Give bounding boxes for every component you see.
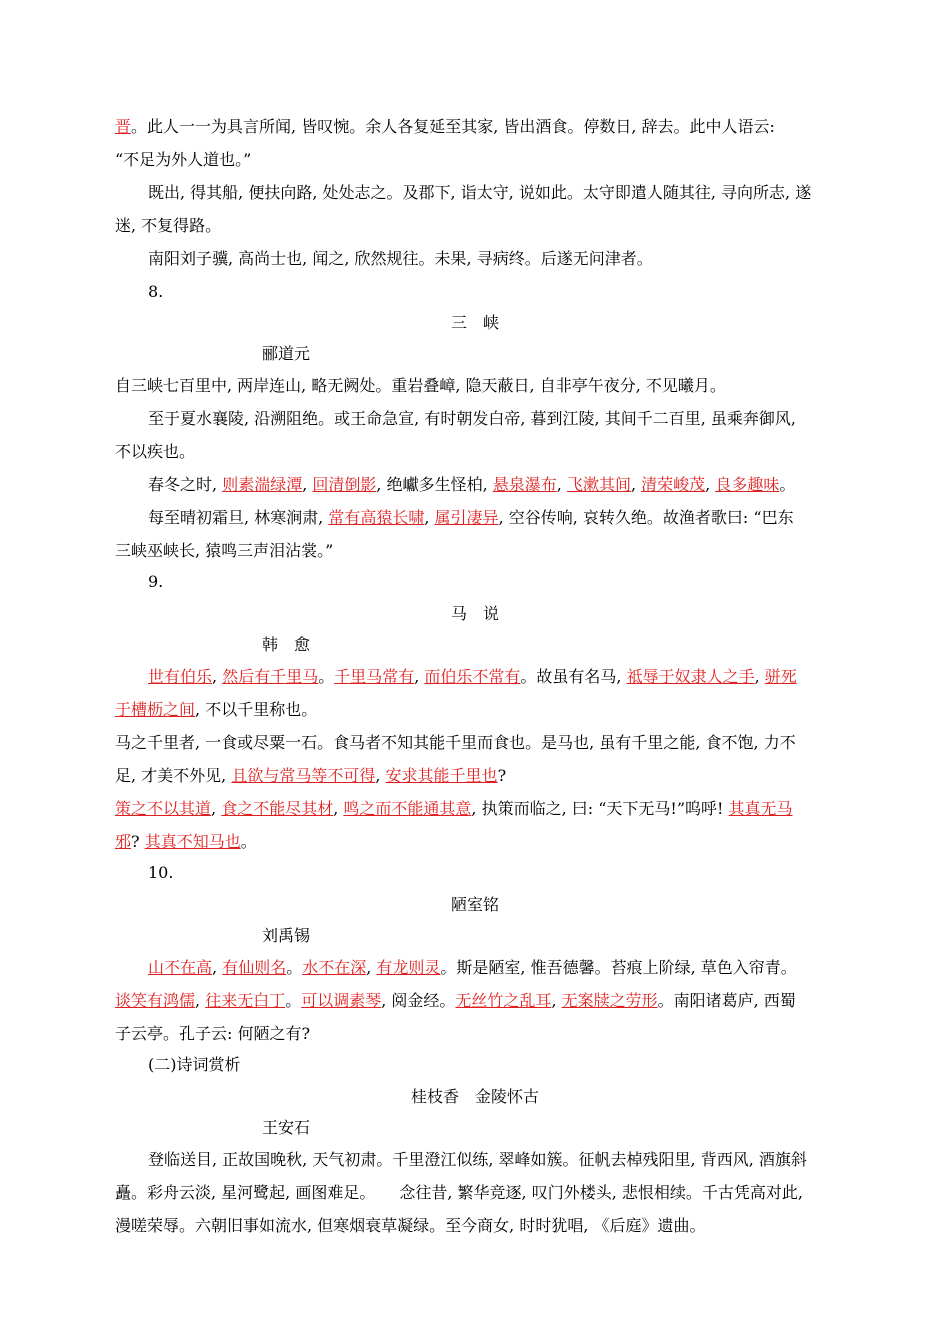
text-segment: 自三峡七百里中, 两岸连山, 略无阙处。重岩叠嶂, 隐天蔽日, 自非亭午夜分, 不见曦月。 — [115, 376, 726, 395]
highlighted-phrase: 鸣之而不能通其意 — [343, 799, 472, 818]
highlighted-phrase: 邪 — [115, 832, 132, 851]
text-line-l19 — [115, 698, 835, 722]
text-segment: 足, 才美不外见, — [115, 766, 232, 785]
highlighted-phrase: 谈笑有鸿儒 — [115, 991, 196, 1010]
highlighted-phrase: 飞漱其间 — [566, 475, 631, 494]
text-segment: 迷, 不复得路。 — [115, 216, 222, 235]
highlighted-phrase: 常有高猿长啸 — [328, 508, 425, 527]
highlighted-phrase: 其真无马 — [728, 799, 793, 818]
text-line-l08 — [262, 342, 950, 366]
text-line-l16 — [0, 602, 950, 626]
highlighted-phrase: 回清倒影 — [312, 475, 377, 494]
text-segment: “不足为外人道也。” — [115, 150, 252, 169]
highlighted-phrase: 于槽枥之间 — [115, 700, 196, 719]
highlighted-phrase: 策之不以其道 — [115, 799, 212, 818]
text-segment: , 绝巘多生怪柏, — [376, 475, 493, 494]
text-segment: ? — [497, 766, 507, 785]
text-line-l07 — [0, 311, 950, 335]
highlighted-phrase: 良多趣味 — [715, 475, 780, 494]
text-line-l13 — [148, 506, 868, 530]
highlighted-phrase: 有仙则名 — [222, 958, 287, 977]
highlighted-phrase: 清荣峻茂 — [641, 475, 706, 494]
highlighted-phrase: 安求其能千里也 — [385, 766, 498, 785]
text-line-l33 — [148, 1148, 868, 1172]
text-segment: , 执策而临之, 曰: “天下无马!”呜呼! — [471, 799, 729, 818]
text-segment: 既出, 得其船, 便扶向路, 处处志之。及郡下, 诣太守, 说如此。太守即遣人随其往, 寻向所志, 遂 — [148, 183, 812, 202]
text-line-l21 — [115, 764, 835, 788]
text-segment: 矗。彩舟云淡, 星河鹭起, 画图难足。 念往昔, 繁华竞逐, 叹门外楼头, 悲恨相续。千古凭高对此, — [115, 1183, 803, 1202]
text-segment: 三峡巫峡长, 猿鸣三声泪沾裳。” — [115, 541, 334, 560]
text-segment: 陋室铭 — [450, 895, 499, 914]
text-segment: 韩 愈 — [262, 635, 311, 654]
text-line-l30 — [148, 1053, 868, 1077]
highlighted-phrase: 世有伯乐 — [148, 667, 213, 686]
highlighted-phrase: 无丝竹之乱耳 — [455, 991, 552, 1010]
text-segment: , — [414, 667, 425, 686]
text-segment: , — [754, 667, 765, 686]
text-line-l22 — [115, 797, 835, 821]
text-segment: , — [211, 799, 222, 818]
text-segment: 9. — [148, 572, 164, 591]
text-segment: , — [195, 991, 206, 1010]
text-segment: 。斯是陋室, 惟吾德馨。苔痕上阶绿, 草色入帘青。 — [440, 958, 797, 977]
text-segment: , — [302, 475, 313, 494]
text-line-l04 — [115, 214, 835, 238]
text-line-l06 — [148, 280, 868, 304]
text-segment: 三 峡 — [450, 313, 499, 332]
text-line-l26 — [262, 924, 950, 948]
text-segment: 。 — [779, 475, 796, 494]
text-segment: 至于夏水襄陵, 沿溯阻绝。或王命急宣, 有时朝发白帝, 暮到江陵, 其间千二百里, 虽乘奔御风, — [148, 409, 796, 428]
text-line-l10 — [148, 407, 868, 431]
text-segment: 。故虽有名马, — [520, 667, 627, 686]
text-line-l18 — [148, 665, 868, 689]
text-segment: , 空谷传响, 哀转久绝。故渔者歌曰: “巴东 — [498, 508, 794, 527]
text-segment: 漫嗟荣辱。六朝旧事如流水, 但寒烟衰草凝绿。至今商女, 时时犹唱, 《后庭》遗曲。 — [115, 1216, 706, 1235]
highlighted-phrase: 则素湍绿潭 — [222, 475, 303, 494]
text-segment: , — [551, 991, 562, 1010]
text-segment: 。 — [285, 991, 302, 1010]
highlighted-phrase: 水不在深 — [302, 958, 367, 977]
highlighted-phrase: 而伯乐不常有 — [424, 667, 521, 686]
text-segment: 8. — [148, 282, 164, 301]
text-segment: 每至晴初霜旦, 林寒涧肃, — [148, 508, 329, 527]
text-segment: , — [366, 958, 377, 977]
text-segment: , — [375, 766, 386, 785]
text-line-l12 — [148, 473, 868, 497]
text-line-l17 — [262, 633, 950, 657]
text-line-l34 — [115, 1181, 835, 1205]
highlighted-phrase: 且欲与常马等不可得 — [231, 766, 376, 785]
highlighted-phrase: 属引凄异 — [434, 508, 499, 527]
text-segment: , 阅金经。 — [381, 991, 456, 1010]
text-line-l14 — [115, 539, 835, 563]
text-segment: 马之千里者, 一食或尽粟一石。食马者不知其能千里而食也。是马也, 虽有千里之能, 食不饱, 力不 — [115, 733, 796, 752]
highlighted-phrase: 无案牍之劳形 — [561, 991, 658, 1010]
text-line-l20 — [115, 731, 835, 755]
text-segment: , — [556, 475, 567, 494]
text-segment: 子云亭。孔子云: 何陋之有? — [115, 1024, 311, 1043]
text-segment: , — [630, 475, 642, 494]
text-line-l11 — [115, 440, 835, 464]
highlighted-phrase: 然后有千里马 — [222, 667, 319, 686]
text-segment: , — [212, 667, 223, 686]
text-line-l09 — [115, 374, 835, 398]
highlighted-phrase: 往来无白丁 — [205, 991, 286, 1010]
text-line-l31 — [0, 1085, 950, 1109]
text-segment: 春冬之时, — [148, 475, 223, 494]
highlighted-phrase: 有龙则灵 — [376, 958, 441, 977]
text-segment: 刘禹锡 — [262, 926, 311, 945]
highlighted-phrase: 其真不知马也 — [144, 832, 241, 851]
highlighted-phrase: 千里马常有 — [334, 667, 415, 686]
text-line-l23 — [115, 830, 835, 854]
text-segment: , — [212, 958, 223, 977]
highlighted-phrase: 悬泉瀑布 — [492, 475, 557, 494]
text-segment: 不以疾也。 — [115, 442, 196, 461]
highlighted-phrase: 食之不能尽其材 — [221, 799, 334, 818]
text-segment: 马 说 — [450, 604, 499, 623]
text-line-l29 — [115, 1022, 835, 1046]
text-segment: 登临送目, 正故国晚秋, 天气初肃。千里澄江似练, 翠峰如簇。征帆去棹残阳里, 背西风, 酒旗斜 — [148, 1150, 807, 1169]
text-line-l01 — [115, 115, 835, 139]
text-segment: 。 — [318, 667, 335, 686]
text-segment: 王安石 — [262, 1118, 311, 1137]
text-segment: , — [705, 475, 716, 494]
text-line-l27 — [148, 956, 868, 980]
text-segment: (二)诗词赏析 — [148, 1055, 241, 1074]
text-line-l24 — [148, 861, 868, 885]
text-line-l28 — [115, 989, 835, 1013]
text-line-l35 — [115, 1214, 835, 1238]
text-segment: , — [424, 508, 435, 527]
text-segment: 10. — [148, 863, 174, 882]
text-segment: ? — [131, 832, 145, 851]
text-segment: , 不以千里称也。 — [195, 700, 318, 719]
text-segment: 。南阳诸葛庐, 西蜀 — [657, 991, 796, 1010]
highlighted-phrase: 山不在高 — [148, 958, 213, 977]
text-line-l05 — [148, 247, 868, 271]
text-line-l15 — [148, 570, 868, 594]
text-line-l25 — [0, 893, 950, 917]
highlighted-phrase: 可以调素琴 — [301, 991, 382, 1010]
text-segment: 。 — [240, 832, 257, 851]
highlighted-phrase: 晋 — [115, 117, 132, 136]
text-segment: 。此人一一为具言所闻, 皆叹惋。余人各复延至其家, 皆出酒食。停数日, 辞去。此中人语云: — [131, 117, 775, 136]
text-segment: 。 — [286, 958, 303, 977]
text-segment: 南阳刘子骥, 高尚士也, 闻之, 欣然规往。未果, 寻病终。后遂无问津者。 — [148, 249, 653, 268]
text-segment: , — [333, 799, 344, 818]
text-line-l03 — [148, 181, 868, 205]
text-segment: 桂枝香 金陵怀古 — [410, 1087, 539, 1106]
highlighted-phrase: 骈死 — [764, 667, 797, 686]
highlighted-phrase: 祗辱于奴隶人之手 — [626, 667, 755, 686]
text-line-l32 — [262, 1116, 950, 1140]
text-segment: 郦道元 — [262, 344, 311, 363]
text-line-l02 — [115, 148, 835, 172]
